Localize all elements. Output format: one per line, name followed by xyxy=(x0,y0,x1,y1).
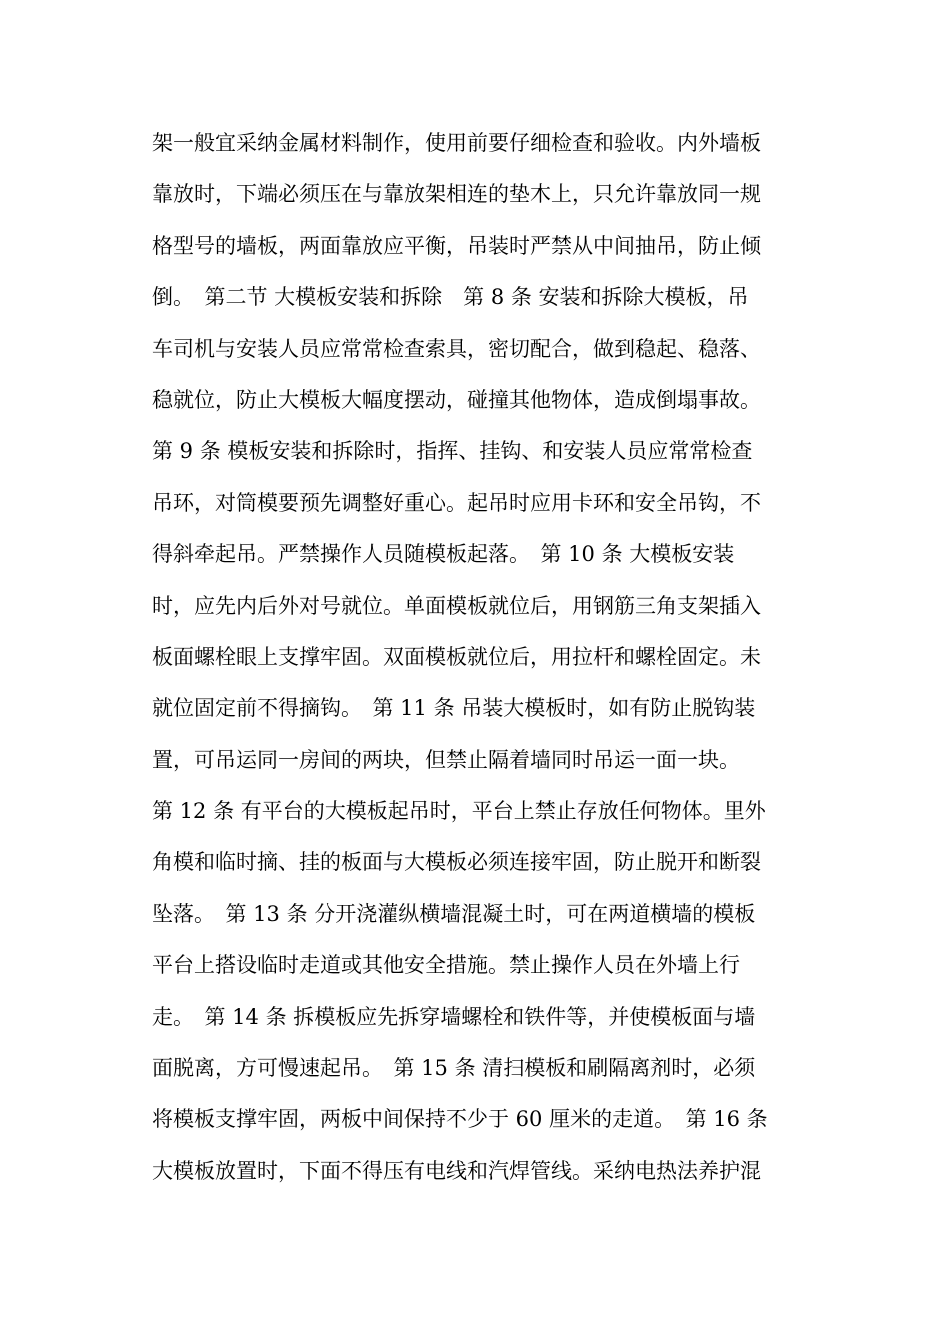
body-text xyxy=(152,118,812,1197)
text-line: 得斜牵起吊。严禁操作人员随模板起落。 第 10 条 大模板安装 xyxy=(152,542,735,567)
text-line: 大模板放置时，下面不得压有电线和汽焊管线。采纳电热法养护混 xyxy=(152,1158,761,1183)
text-line: 角模和临时摘、挂的板面与大模板必须连接牢固，防止脱开和断裂 xyxy=(152,850,761,875)
text-line: 第 9 条 模板安装和拆除时，指挥、挂钩、和安装人员应常常检查 xyxy=(152,439,753,464)
text-line: 车司机与安装人员应常常检查索具，密切配合，做到稳起、稳落、 xyxy=(152,336,761,361)
text-line: 吊环，对筒模要预先调整好重心。起吊时应用卡环和安全吊钩，不 xyxy=(152,490,761,515)
text-line: 坠落。 第 13 条 分开浇灌纵横墙混凝土时，可在两道横墙的模板 xyxy=(152,901,756,926)
text-line: 时，应先内后外对号就位。单面模板就位后，用钢筋三角支架插入 xyxy=(152,593,761,618)
text-line: 架一般宜采纳金属材料制作，使用前要仔细检查和验收。内外墙板 xyxy=(152,131,761,155)
text-line: 就位固定前不得摘钩。 第 11 条 吊装大模板时，如有防止脱钩装 xyxy=(152,696,756,721)
text-line: 置，可吊运同一房间的两块，但禁止隔着墙同时吊运一面一块。 xyxy=(152,747,740,772)
text-line: 板面螺栓眼上支撑牢固。双面模板就位后，用拉杆和螺栓固定。未 xyxy=(152,644,761,669)
text-line: 面脱离，方可慢速起吊。 第 15 条 清扫模板和刷隔离剂时，必须 xyxy=(152,1056,756,1081)
text-line: 靠放时，下端必须压在与靠放架相连的垫木上，只允许靠放同一规 xyxy=(152,182,761,207)
text-line: 平台上搭设临时走道或其他安全措施。禁止操作人员在外墙上行 xyxy=(152,953,740,978)
text-line: 倒。 第二节 大模板安装和拆除 第 8 条 安装和拆除大模板，吊 xyxy=(152,285,749,310)
text-line: 将模板支撑牢固，两板中间保持不少于 60 厘米的走道。 第 16 条 xyxy=(152,1107,768,1132)
text-line: 稳就位，防止大模板大幅度摆动，碰撞其他物体，造成倒塌事故。 xyxy=(152,387,761,412)
text-line: 走。 第 14 条 拆模板应先拆穿墙螺栓和铁件等，并使模板面与墙 xyxy=(152,1004,756,1029)
text-line: 第 12 条 有平台的大模板起吊时，平台上禁止存放任何物体。里外 xyxy=(152,799,766,824)
text-line: 格型号的墙板，两面靠放应平衡，吊装时严禁从中间抽吊，防止倾 xyxy=(152,233,761,258)
